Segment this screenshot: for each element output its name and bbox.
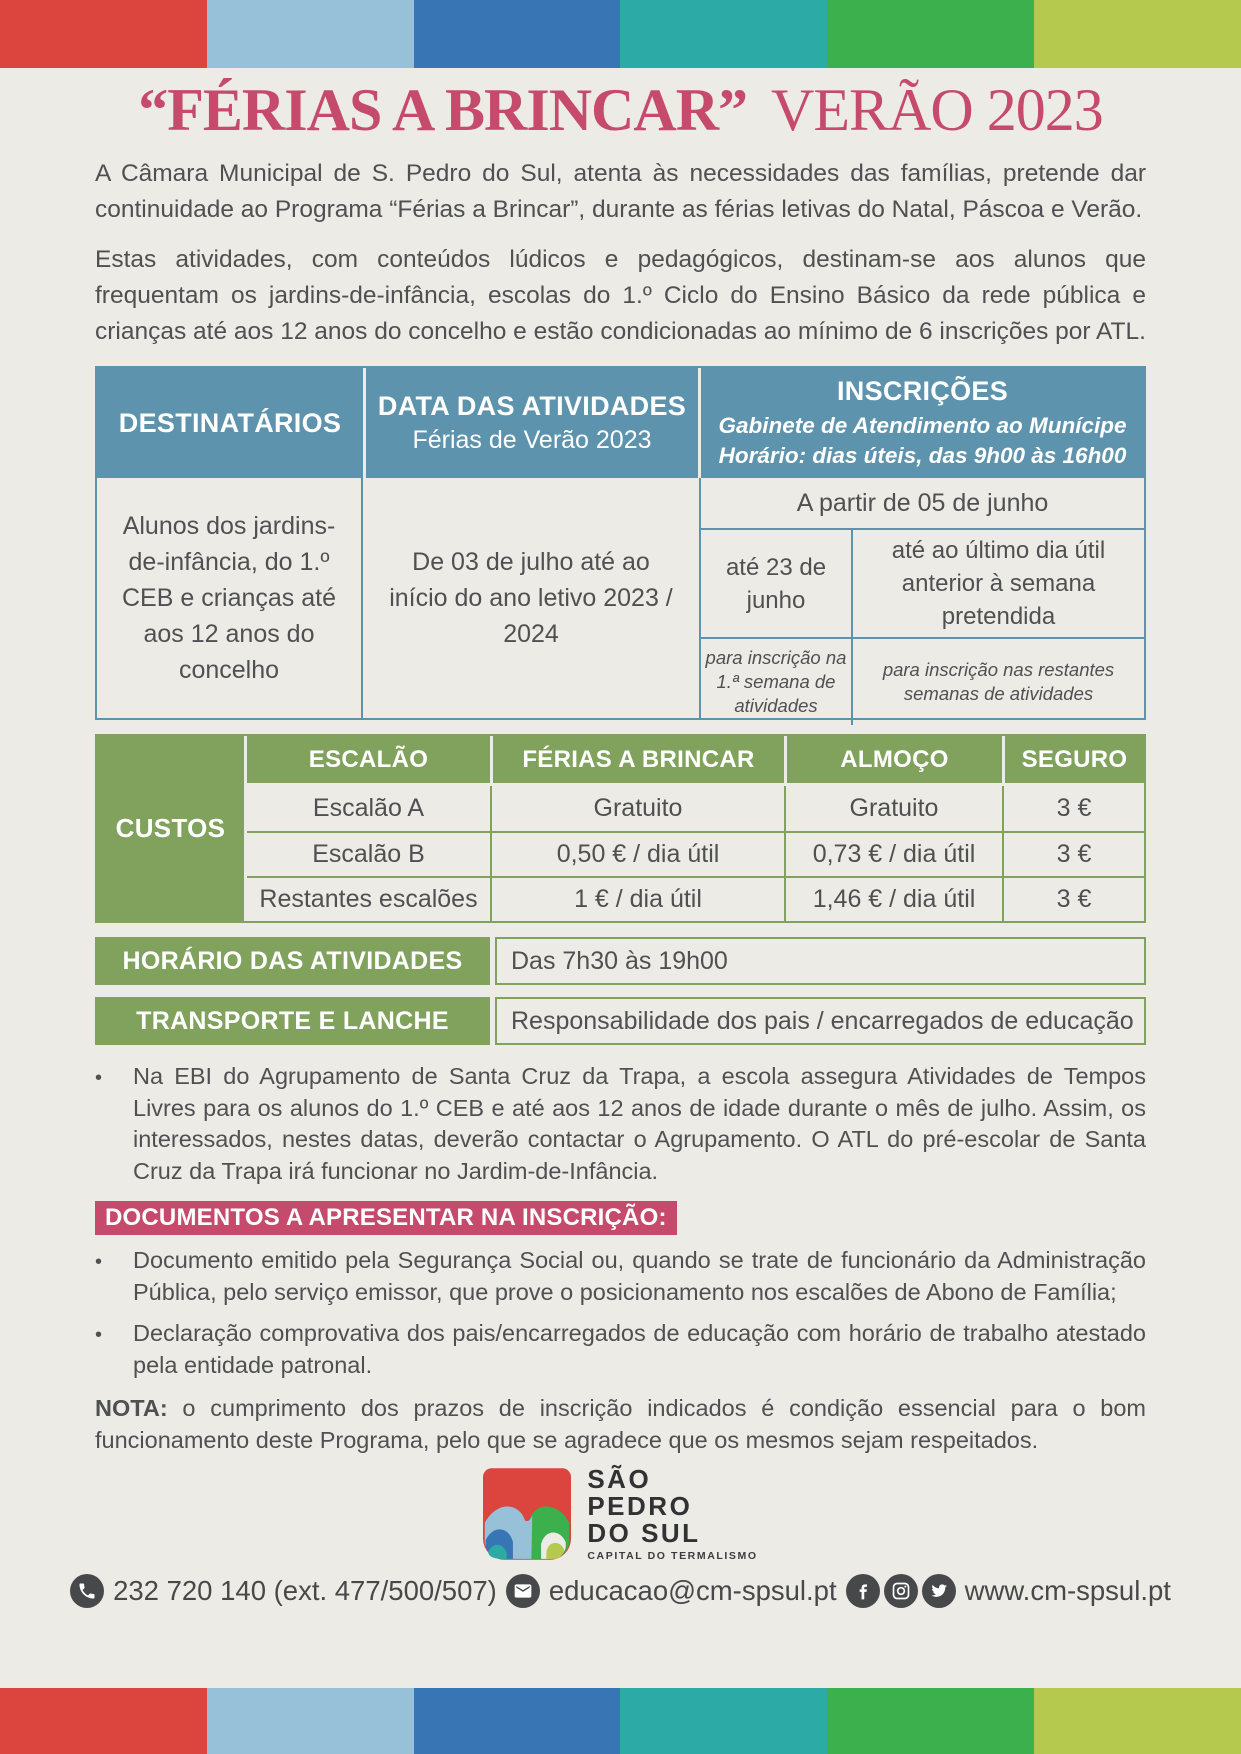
social-icons (846, 1574, 956, 1608)
table-cell: 3 € (1002, 831, 1144, 876)
deadline-first-week: até 23 de junho (701, 530, 853, 637)
costs-header-ferias: FÉRIAS A BRINCAR (490, 736, 784, 786)
shield-logo-icon (483, 1468, 571, 1560)
note-bullet-text: Na EBI do Agrupamento de Santa Cruz da Trapa, a escola assegura Atividades de Tempos Livres para os alunos do 1.º CEB e até aos 12 anos de idade durante o mês de julho. Assim, os interessados, nestes datas, deverão contactar o Agrupamento. O ATL do pré-escolar de Santa Cruz da Trapa irá funcionar no Jardim-de-Infância. (133, 1063, 1146, 1184)
page-title (0, 74, 1241, 146)
municipality-logo (0, 1464, 1241, 1562)
nota-text: o cumprimento dos prazos de inscrição indicados é condição essencial para o bom funcionamento deste Programa, pelo que se agradece que os mesmos sejam respeitados. (95, 1395, 1146, 1453)
cell-inscricoes-start: A partir de 05 de junho (701, 478, 1144, 530)
table-cell: 0,73 € / dia útil (784, 831, 1002, 876)
bullet-icon: • (95, 1251, 103, 1273)
cell-inscricoes-deadlines (701, 530, 1144, 639)
email-address: educacao@cm-spsul.pt (548, 1575, 837, 1606)
table-cell: Gratuito (490, 786, 784, 831)
cell-inscricoes (701, 478, 1144, 718)
bullet-icon: • (95, 1067, 103, 1089)
logo-line-1: SÃO (587, 1464, 652, 1494)
table-cell: 3 € (1002, 786, 1144, 831)
twitter-icon (922, 1574, 956, 1608)
table-cell: 1 € / dia útil (490, 876, 784, 921)
caption-other-weeks: para inscrição nas restantes semanas de atividades (882, 659, 1115, 704)
page-title-program: “FÉRIAS A BRINCAR” (138, 77, 748, 143)
costs-table (95, 734, 1146, 923)
contact-footer (0, 1574, 1241, 1608)
document-item-text: Documento emitido pela Segurança Social ou, quando se trate de funcionário da Administração Pública, pelo serviço emissor, que prove o posicionamento nos escalões de Abono de Família; (133, 1247, 1146, 1305)
logo-tagline: CAPITAL DO TERMALISMO (587, 1550, 758, 1562)
documents-banner: DOCUMENTOS A APRESENTAR NA INSCRIÇÃO: (95, 1201, 677, 1235)
list-item (95, 1245, 1146, 1308)
schedule-row-transporte (95, 997, 1146, 1045)
stripe-segment-red (0, 1688, 207, 1754)
nota-paragraph (95, 1393, 1146, 1456)
logo-line-3: DO SUL (587, 1518, 701, 1548)
phone-number: 232 720 140 (ext. 477/500/507) (113, 1575, 497, 1606)
stripe-segment-yellowgreen (1034, 1688, 1241, 1754)
schedule-label: HORÁRIO DAS ATIVIDADES (95, 937, 490, 985)
costs-header-almoco: ALMOÇO (784, 736, 1002, 786)
facebook-icon (846, 1574, 880, 1608)
logo-line-2: PEDRO (587, 1491, 693, 1521)
instagram-icon (884, 1574, 918, 1608)
schedule-row-horario (95, 937, 1146, 985)
document-item-text: Declaração comprovativa dos pais/encarregados de educação com horário de trabalho atestado pela entidade patronal. (133, 1320, 1146, 1378)
table-cell: 1,46 € / dia útil (784, 876, 1002, 921)
note-bullet-ebi (95, 1061, 1146, 1187)
stripe-segment-yellowgreen (1034, 0, 1241, 68)
table-cell: Escalão B (247, 831, 490, 876)
website-url: www.cm-spsul.pt (964, 1575, 1171, 1606)
email-icon (506, 1574, 540, 1608)
stripe-segment-teal (620, 1688, 827, 1754)
list-item (95, 1318, 1146, 1381)
cell-inscricoes-captions (701, 639, 1144, 725)
page-title-season: VERÃO 2023 (771, 77, 1103, 143)
header-inscricoes-title: INSCRIÇÕES (836, 375, 1009, 406)
table-cell: 0,50 € / dia útil (490, 831, 784, 876)
header-destinatarios (97, 368, 363, 478)
header-inscricoes-line1: Gabinete de Atendimento ao Munícipe (718, 412, 1127, 438)
top-color-stripe (0, 0, 1241, 68)
bullet-icon: • (95, 1324, 103, 1346)
cell-data-atividades: De 03 de julho até ao início do ano letivo 2023 / 2024 (363, 478, 701, 718)
stripe-segment-green (827, 1688, 1034, 1754)
stripe-segment-teal (620, 0, 827, 68)
header-data-subtitle: Férias de Verão 2023 (412, 426, 652, 454)
header-inscricoes (701, 368, 1144, 478)
info-table-header (97, 368, 1144, 478)
table-cell: Gratuito (784, 786, 1002, 831)
flyer-content (0, 68, 1241, 1608)
caption-first-week: para inscrição na 1.ª semana de atividades (701, 639, 853, 725)
costs-header-escalao: ESCALÃO (247, 736, 490, 786)
table-cell: 3 € (1002, 876, 1144, 921)
stripe-segment-red (0, 0, 207, 68)
stripe-segment-green (827, 0, 1034, 68)
documents-banner-wrap (95, 1201, 1146, 1235)
logo-text (587, 1466, 757, 1562)
bottom-color-stripe (0, 1688, 1241, 1754)
documents-list (0, 1245, 1241, 1381)
info-table (95, 366, 1146, 720)
nota-label: NOTA: (95, 1395, 168, 1421)
stripe-segment-blue (414, 1688, 621, 1754)
header-inscricoes-line2: Horário: dias úteis, das 9h00 às 16h00 (718, 442, 1127, 468)
stripe-segment-lightblue (207, 0, 414, 68)
info-table-body (97, 478, 1144, 718)
table-cell: Restantes escalões (247, 876, 490, 921)
stripe-segment-blue (414, 0, 621, 68)
costs-header-seguro: SEGURO (1002, 736, 1144, 786)
schedule-value: Das 7h30 às 19h00 (495, 937, 1146, 985)
schedule-label: TRANSPORTE E LANCHE (95, 997, 490, 1045)
deadline-other-weeks: até ao último dia útil anterior à semana pretendida (891, 537, 1106, 630)
cell-destinatarios: Alunos dos jardins-de-infância, do 1.º CEB e crianças até aos 12 anos do concelho (97, 478, 363, 718)
intro-paragraph-2: Estas atividades, com conteúdos lúdicos e pedagógicos, destinam-se aos alunos que frequentam os jardins-de-infância, escolas do 1.º Ciclo do Ensino Básico da rede pública e crianças até aos 12 anos do concelho e estão condicionadas ao mínimo de 6 inscrições por ATL. (95, 246, 1146, 345)
header-destinatarios-label: DESTINATÁRIOS (118, 407, 342, 438)
schedule-value: Responsabilidade dos pais / encarregados de educação (495, 997, 1146, 1045)
table-cell: Escalão A (312, 794, 425, 822)
header-data-atividades (363, 368, 701, 478)
intro-paragraph-1: A Câmara Municipal de S. Pedro do Sul, atenta às necessidades das famílias, pretende dar continuidade ao Programa “Férias a Brincar”, durante as férias letivas do Natal, Páscoa e Verão. (95, 160, 1146, 223)
header-data-title: DATA DAS ATIVIDADES (377, 391, 687, 421)
stripe-segment-lightblue (207, 1688, 414, 1754)
phone-icon (70, 1574, 104, 1608)
costs-label: CUSTOS (97, 736, 247, 921)
